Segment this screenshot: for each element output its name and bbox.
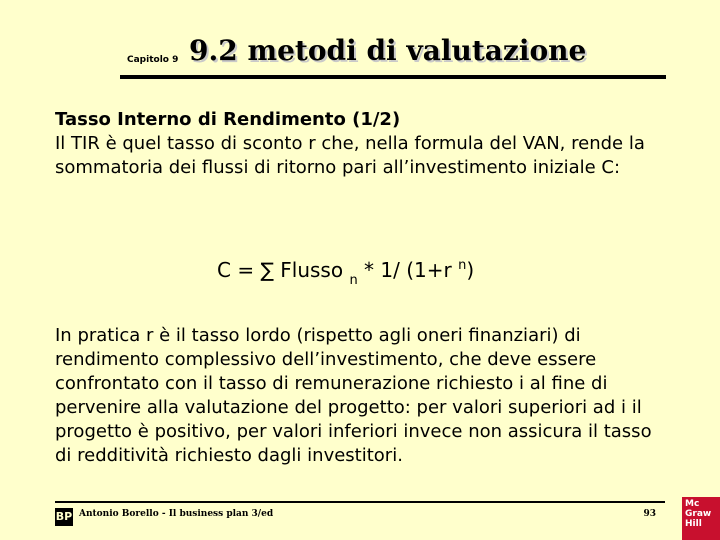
page-number: 93 xyxy=(643,509,656,519)
footer-credit: Antonio Borello - Il business plan 3/ed xyxy=(79,509,274,519)
intro-block xyxy=(55,108,665,180)
header-divider xyxy=(120,75,666,79)
publisher-logo-icon xyxy=(682,497,720,540)
chapter-label: Capitolo 9 xyxy=(127,55,179,65)
formula-term: Flusso xyxy=(273,258,350,282)
formula-middle: * 1/ (1+r xyxy=(357,258,459,282)
sum-symbol: ∑ xyxy=(260,258,274,282)
intro-paragraph: Il TIR è quel tasso di sconto r che, nella formula del VAN, rende la sommatoria dei flussi di ritorno pari all’investimento iniziale C: xyxy=(55,133,645,178)
footer-divider xyxy=(55,501,665,503)
body-paragraph: In pratica r è il tasso lordo (rispetto agli oneri finanziari) di rendimento complessivo dell’investimento, che deve essere confrontato con il tasso di remunerazione richiesto i al fine di pervenire alla valutazione del progetto: per valori superiori ad i il progetto è positivo, per valori inferiori invece non assicura il tasso di redditività richiesto dagli investitori. xyxy=(55,325,652,466)
publisher-logo-line: Hill xyxy=(685,519,702,529)
publisher-logo-line: Graw xyxy=(685,509,712,519)
bp-logo-icon: BP xyxy=(55,508,73,526)
publisher-logo-line: Mc xyxy=(685,499,700,509)
formula-superscript: n xyxy=(458,258,467,273)
formula-lhs: C = xyxy=(217,258,261,282)
page-title: 9.2 metodi di valutazione xyxy=(189,34,587,67)
formula-end: ) xyxy=(466,258,475,282)
formula-subscript: n xyxy=(349,273,358,288)
section-subtitle: Tasso Interno di Rendimento (1/2) xyxy=(55,109,401,130)
tir-formula xyxy=(217,258,475,288)
